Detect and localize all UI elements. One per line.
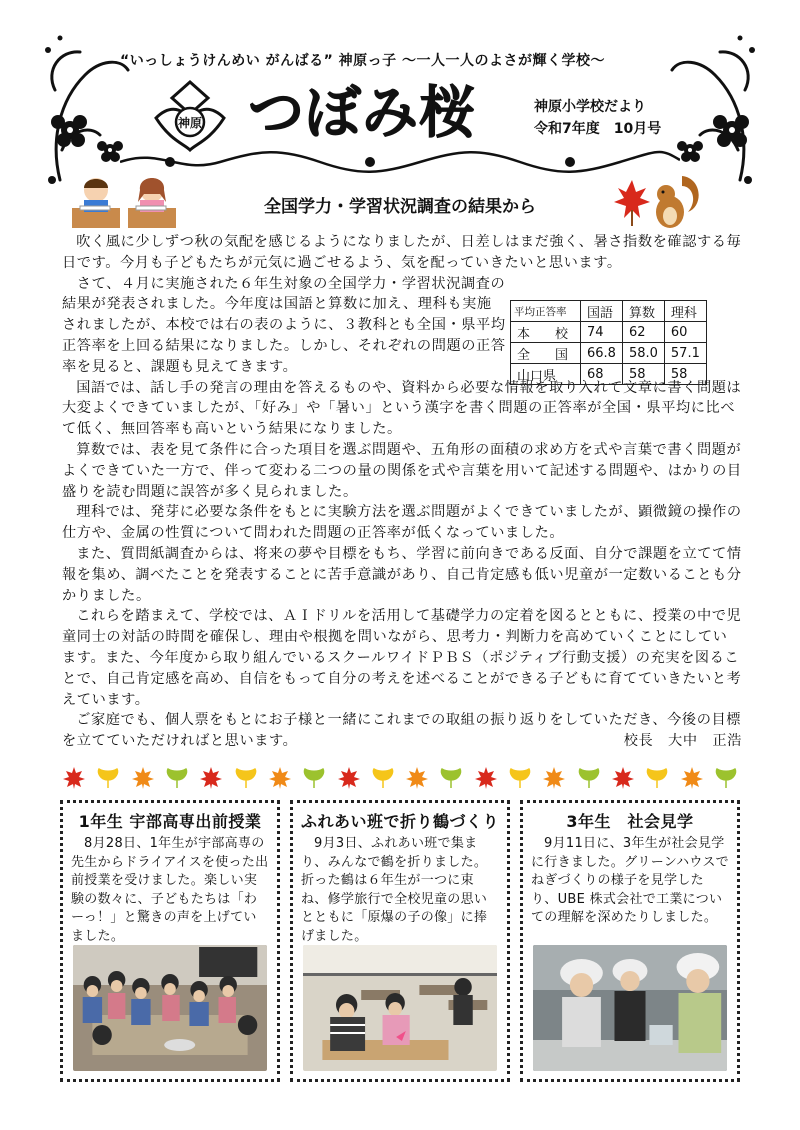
panel-body: 9月11日に、3年生が社会見学に行きました。グリーンハウスでねぎづくりの様子を見学したり、UBE 株式会社で工業についての理解を深めたりしました。 [531, 836, 729, 925]
table-header: 国語 [581, 301, 623, 322]
table-header-row [511, 301, 707, 322]
article-headline: 全国学力・学習状況調査の結果から [264, 197, 536, 217]
table-cell: 58 [622, 364, 664, 385]
table-cell: 74 [581, 322, 623, 343]
maple-leaf-icon [611, 766, 635, 790]
publication-info [534, 96, 661, 140]
article-paragraph: 国語では、話し手の発言の理由を答えるものや、資料から必要な情報を取り入れて文章に書く問題は大変よくできていましたが、「好み」や「暑い」という漢字を書く問題の正答率が全国・県平均に比べて低く、無回答率も高いという結果になりました。 [62, 379, 742, 438]
autumn-leaf-border [62, 766, 738, 794]
panel-body: 8月28日、1年生が宇部高専の先生からドライアイスを使った出前授業を受けました。楽しい実験の数々に、子どもたちは「わーっ！」と驚きの声を上げていました。 [71, 836, 269, 944]
maple-leaf-icon [199, 766, 223, 790]
article-paragraph: ご家庭でも、個人票をもとにお子様と一緒にこれまでの取組の振り返りをしていただき、今後の目標を立てていただければと思います。 [62, 712, 742, 750]
ginkgo-leaf-icon [371, 766, 395, 790]
maple-leaf-icon [680, 766, 704, 790]
results-table [510, 300, 707, 385]
article-paragraph: また、質問紙調査からは、将来の夢や目標をもち、学習に前向きである反面、自分で課題を立てて情報を集め、調べたことを発表することに苦手意識があり、自己肯定感も低い児童が一定数いることも分かりました。 [62, 545, 742, 604]
squirrel-maple-icon [612, 172, 702, 232]
maple-leaf-icon [268, 766, 292, 790]
emblem-text: 神原 [177, 116, 203, 130]
table-cell: 62 [622, 322, 664, 343]
ginkgo-leaf-icon [302, 766, 326, 790]
news-panel-grade1 [60, 800, 280, 1082]
school-slogan: “いっしょうけんめい がんばる” 神原っ子 〜一人一人のよさが輝く学校〜 [120, 53, 606, 69]
masthead [150, 78, 530, 153]
maple-leaf-icon [405, 766, 429, 790]
issue-date: 令和7年度 10月号 [534, 121, 662, 137]
panel-title: ふれあい班で折り鶴づくり [301, 812, 500, 831]
article-paragraph: 理科では、発芽に必要な条件をもとに実験方法を選ぶ問題がよくできていましたが、顕微鏡の操作の仕方や、金属の性質について問われた問題の正答率が低くなっていました。 [62, 504, 742, 542]
ginkgo-leaf-icon [714, 766, 738, 790]
photo-origami-cranes [303, 945, 497, 1071]
photo-dry-ice-class [73, 945, 267, 1071]
news-panel-field-trip [520, 800, 740, 1082]
article-paragraph: 算数では、表を見て条件に合った項目を選ぶ問題や、五角形の面積の求め方を式や言葉で書く問題がよくできていた一方で、伴って変わる二つの量の関係を式や言葉を用いて記述する問題や、はかりの目盛りを読む問題に誤答が多く見られました。 [62, 441, 742, 500]
publisher: 神原小学校だより [534, 99, 646, 115]
article-paragraph-text: さて、４月に実施された６年生対象の全国学力・学習状況調査の結果が発表されました。今年度は国語と算数に加え、理科も実施されましたが、本校では右の表のように、３教科とも全国・県平均正答率を上回る結果になりました。しかし、それぞれの問題の正答率を見ると、課題も見えてきます。 [62, 275, 506, 375]
table-row [511, 343, 707, 364]
table-cell: 58 [664, 364, 706, 385]
table-cell: 57.1 [664, 343, 706, 364]
table-row [511, 322, 707, 343]
table-header: 算数 [622, 301, 664, 322]
panel-title: 3年生 社会見学 [566, 812, 694, 831]
principal-signature: 校長 大中 正浩 [623, 733, 742, 750]
school-emblem-icon [150, 78, 230, 153]
students-studying-icon [70, 172, 180, 232]
maple-leaf-icon [62, 766, 86, 790]
maple-leaf-icon [542, 766, 566, 790]
table-cell: 66.8 [581, 343, 623, 364]
news-panel-origami [290, 800, 510, 1082]
maple-leaf-icon [474, 766, 498, 790]
article-paragraph: 吹く風に少しずつ秋の気配を感じるようになりましたが、日差しはまだ強く、暑さ指数を確認する毎日です。今月も子どもたちが元気に過ごせるよう、気を配っていきたいと思います。 [62, 234, 742, 271]
ginkgo-leaf-icon [645, 766, 669, 790]
table-cell: 68 [581, 364, 623, 385]
maple-leaf-icon [131, 766, 155, 790]
row-label: 山口県 [511, 364, 581, 385]
ginkgo-leaf-icon [577, 766, 601, 790]
ginkgo-leaf-icon [439, 766, 463, 790]
row-label: 本 校 [511, 322, 581, 343]
ginkgo-leaf-icon [508, 766, 532, 790]
table-row [511, 364, 707, 385]
article-paragraph: これらを踏まえて、学校では、ＡＩドリルを活用して基礎学力の定着を図るとともに、授業の中で児童同士の対話の時間を確保し、理由や根拠を問いながら、思考力・判断力を高めていくことにしています。また、今年度から取り組んでいるスクールワイドＰＢＳ（ポジティブ行動支援）の充実を図ることで、自己肯定感を高め、自信をもって自分の考えを述べることができる子どもに育てていきたいと考えています。 [62, 608, 742, 708]
table-header: 理科 [664, 301, 706, 322]
ginkgo-leaf-icon [96, 766, 120, 790]
table-cell: 60 [664, 322, 706, 343]
photo-factory-tour [533, 945, 727, 1071]
table-cell: 58.0 [622, 343, 664, 364]
ginkgo-leaf-icon [165, 766, 189, 790]
table-header: 平均正答率 [511, 301, 581, 322]
newsletter-title: つぼみ桜 [248, 81, 476, 146]
ginkgo-leaf-icon [234, 766, 258, 790]
maple-leaf-icon [337, 766, 361, 790]
row-label: 全 国 [511, 343, 581, 364]
panel-body: 9月3日、ふれあい班で集まり、みんなで鶴を折りました。折った鶴は６年生が一つに束ね、修学旅行で全校児童の思いとともに「原爆の子の像」に捧げました。 [301, 836, 488, 944]
panel-title: 1年生 宇部高専出前授業 [78, 812, 262, 831]
